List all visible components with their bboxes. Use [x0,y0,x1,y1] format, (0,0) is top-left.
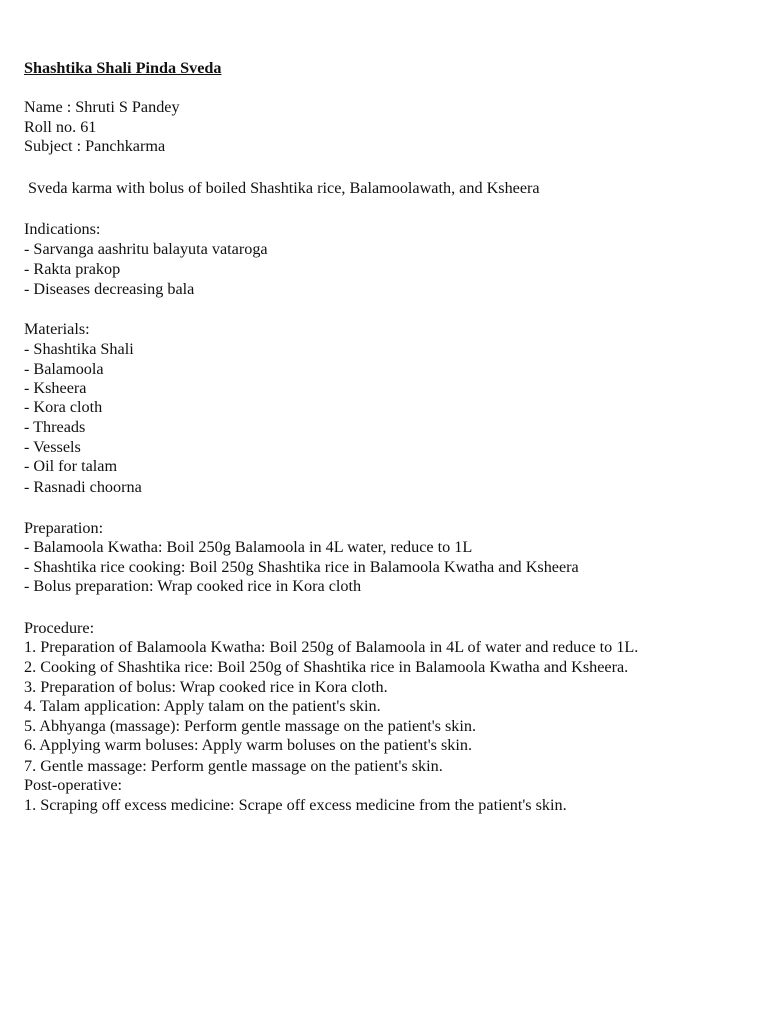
material-item: - Balamoola [24,360,104,378]
indication-item: - Sarvanga aashritu balayuta vataroga [24,240,268,258]
subject: Subject : Panchkarma [24,137,166,155]
document-title: Shashtika Shali Pinda Sveda [24,59,222,77]
material-item: - Rasnadi choorna [24,478,142,496]
procedure-step: 5. Abhyanga (massage): Perform gentle massage on the patient's skin. [24,717,477,735]
procedure-heading: Procedure: [24,619,95,637]
intro-text: Sveda karma with bolus of boiled Shashtika rice, Balamoolawath, and Ksheera [24,179,540,197]
preparation-item: - Balamoola Kwatha: Boil 250g Balamoola in 4L water, reduce to 1L [24,538,473,556]
preparation-item: - Shashtika rice cooking: Boil 250g Shashtika rice in Balamoola Kwatha and Ksheera [24,558,579,576]
post-operative-heading: Post-operative: [24,776,123,794]
indication-item: - Rakta prakop [24,260,121,278]
student-name: Name : Shruti S Pandey [24,98,180,116]
procedure-step: 1. Preparation of Balamoola Kwatha: Boil 250g of Balamoola in 4L of water and reduce to 1L. [24,638,639,656]
indications-heading: Indications: [24,220,101,238]
materials-heading: Materials: [24,320,90,338]
roll-number: Roll no. 61 [24,118,97,136]
procedure-step: 4. Talam application: Apply talam on the patient's skin. [24,697,381,715]
procedure-step: 2. Cooking of Shashtika rice: Boil 250g of Shashtika rice in Balamoola Kwatha and Ksheera. [24,658,629,676]
procedure-step: 7. Gentle massage: Perform gentle massage on the patient's skin. [24,757,443,775]
indication-item: - Diseases decreasing bala [24,280,195,298]
material-item: - Oil for talam [24,457,118,475]
procedure-step: 3. Preparation of bolus: Wrap cooked rice in Kora cloth. [24,678,388,696]
post-operative-step: 1. Scraping off excess medicine: Scrape off excess medicine from the patient's skin. [24,796,567,814]
material-item: - Threads [24,418,86,436]
material-item: - Shashtika Shali [24,340,134,358]
material-item: - Kora cloth [24,398,103,416]
procedure-step: 6. Applying warm boluses: Apply warm boluses on the patient's skin. [24,736,473,754]
preparation-item: - Bolus preparation: Wrap cooked rice in Kora cloth [24,577,362,595]
material-item: - Ksheera [24,379,87,397]
preparation-heading: Preparation: [24,519,104,537]
material-item: - Vessels [24,438,81,456]
